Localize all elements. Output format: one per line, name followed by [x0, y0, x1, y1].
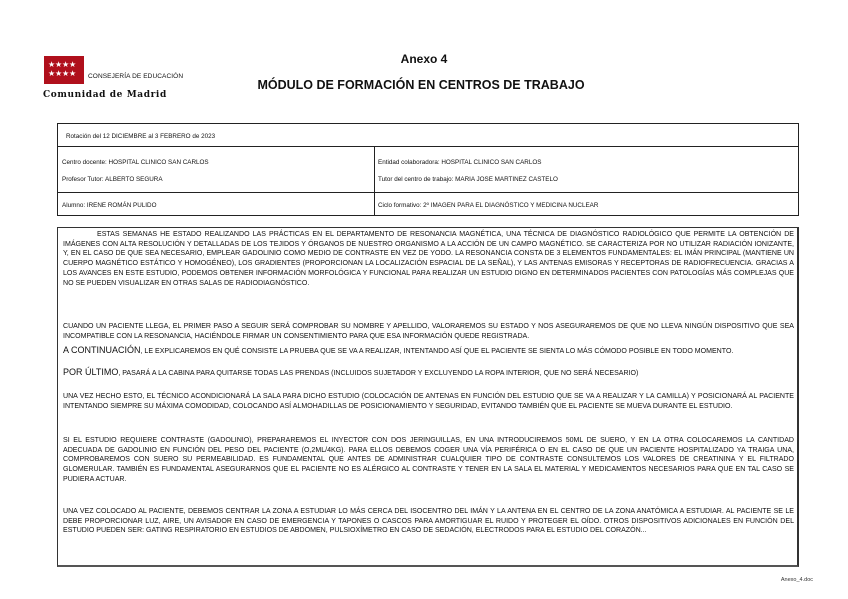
entidad-field: Entidad colaboradora: HOSPITAL CLINICO SAN CARLOS: [378, 159, 542, 166]
comunidad-label: Comunidad de Madrid: [43, 90, 167, 100]
tutor-centro-field: Tutor del centro de trabajo: MARIA JOSE MARTINEZ CASTELO: [378, 176, 558, 183]
anexo-title: Anexo 4: [400, 52, 448, 66]
footer-filename: Anexo_4.doc: [780, 577, 813, 583]
comunidad-de-madrid-flag-icon: ★ ★ ★ ★ ★ ★ ★ ★: [44, 56, 84, 84]
report-body: [57, 227, 799, 567]
profesor-tutor-field: Profesor Tutor: ALBERTO SEGURA: [62, 176, 163, 183]
ciclo-field: Ciclo formativo: 2º IMAGEN PARA EL DIAGNÓSTICO Y MEDICINA NUCLEAR: [378, 202, 599, 209]
paragraph-arrival: CUANDO UN PACIENTE LLEGA, EL PRIMER PASO A SEGUIR SERÁ COMPROBAR SU NOMBRE Y APELLIDO, VALORAREMOS SU ESTADO Y NOS ASEGURAREMOS DE QUE NO LLEVA NINGÚN DISPOSITIVO QUE SEA INCOMPATIBLE CON LA RESONANCIA, HACIÉNDOLE FIRMAR UN CONSENTIMIENTO PARA QUE ESA INFORMACIÓN QUEDE REGISTRADA.: [63, 323, 794, 340]
consejeria-label: CONSEJERÍA DE EDUCACIÓN: [88, 73, 184, 80]
paragraph-changing: [63, 368, 794, 379]
divider: [58, 192, 798, 193]
paragraph-centering: UNA VEZ COLOCADO AL PACIENTE, DEBEMOS CENTRAR LA ZONA A ESTUDIAR LO MÁS CERCA DEL ISOCENTRO DEL IMÁN Y LA ANTENA EN EL CENTRO DE LA ZONA ANATÓMICA A ESTUDIAR. AL PACIENTE SE LE DEBE PROPORCIONAR LUZ, AIRE, UN AVISADOR EN CASO DE EMERGENCIA Y TAPONES O CASCOS PARA AMORTIGUAR EL RUIDO Y PROTEGER EL OÍDO. OTROS DISPOSITIVOS ADICIONALES EN FUNCIÓN DEL ESTUDIO PUEDEN SER: GATING RESPIRATORIO EN ESTUDIOS DE ABDOMEN, PULSIOXÍMETRO EN CASO DE SEDACIÓN, ELECTRODOS PARA EL ESTUDIO DEL CORAZÓN...: [63, 508, 794, 535]
paragraph-intro: ESTAS SEMANAS HE ESTADO REALIZANDO LAS PRÁCTICAS EN EL DEPARTAMENTO DE RESONANCIA MAGNÉTICA, UNA TÉCNICA DE DIAGNÓSTICO RADIOLÓGICO QUE PERMITE LA OBTENCIÓN DE IMÁGENES CON ALTA RESOLUCIÓN Y DETALLADAS DE LOS TEJIDOS Y ÓRGANOS DE NUESTRO ORGANISMO A LA ACCIÓN DE UN CAMPO MAGNÉTICO. SE CARACTERIZA POR NO UTILIZAR RADIACIÓN IONIZANTE, Y, EN EL CASO DE QUE SEA NECESARIO, EMPLEAR GADOLINIO COMO MEDIO DE CONTRASTE EN VEZ DE YODO. LA RESONANCIA CONSTA DE 3 ELEMENTOS FUNDAMENTALES: EL IMÁN PRINCIPAL (MANTIENE UN CUERPO MAGNÉTICO ESTÁTICO Y HOMOGÉNEO), LOS GRADIENTES (PROPORCIONAN LA LOCALIZACIÓN ESPACIAL DE LA SEÑAL), Y LAS ANTENAS EMISORAS Y RECEPTORAS DE RADIOFRECUENCIA. GRACIAS A LOS AVANCES EN ESTE ESTUDIO, PODEMOS OBTENER INFORMACIÓN MORFOLÓGICA Y FUNCIONAL PARA REALIZAR UN ESTUDIO DIGNO EN DETERMINADOS PACIENTES CON PATOLOGÍAS MÁS COMPLEJAS QUE NO SE PUEDEN VISUALIZAR EN OTRAS SALAS DE RADIODIAGNÓSTICO.: [63, 231, 794, 287]
paragraph-lead: POR ÚLTIMO: [63, 367, 119, 377]
paragraph-lead: A CONTINUACIÓN: [63, 345, 141, 355]
paragraph-contrast: SI EL ESTUDIO REQUIERE CONTRASTE (GADOLINIO), PREPARAREMOS EL INYECTOR CON DOS JERINGUILLAS, EN UNA INTRODUCIREMOS 50ML DE SUERO, Y EN LA OTRA COLOCAREMOS LA CANTIDAD ADECUADA DE GADOLINIO EN FUNCIÓN DEL PESO DEL PACIENTE (O,2ML/4KG). PARA ELLOS DEBEMOS COGER UNA VÍA PERIFÉRICA O EN EL CASO DE QUE UN PACIENTE HOSPITALIZADO YA TRAIGA UNA, COMPROBAREMOS CON SUERO SU PERMEABILIDAD. ES FUNDAMENTAL QUE ANTES DE ADMINISTRAR CUALQUIER TIPO DE CONTRASTE CONSULTEMOS LOS VALORES DE CREATININA Y EL FILTRADO GLOMERULAR. TAMBIÉN ES FUNDAMENTAL ASEGURARNOS QUE EL PACIENTE NO ES ALÉRGICO AL CONTRASTE Y TENER EN LA SALA EL MATERIAL Y MEDICAMENTOS NECESARIOS PARA QUE EN TAL CASO SE PUDIERA ACTUAR.: [63, 437, 794, 483]
centro-docente-field: Centro docente: HOSPITAL CLINICO SAN CARLOS: [62, 159, 209, 166]
divider: [374, 146, 375, 216]
paragraph-explanation: [63, 346, 794, 357]
alumno-field: Alumno: IRENE ROMÁN PULIDO: [62, 202, 157, 209]
page-title: [0, 78, 848, 92]
paragraph-text: , LE EXPLICAREMOS EN QUÉ CONSISTE LA PRUEBA QUE SE VA A REALIZAR, INTENTANDO ASÍ QUE EL PACIENTE SE SIENTA LO MÁS CÓMODO POSIBLE EN TODO MOMENTO.: [140, 348, 734, 355]
paragraph-positioning: UNA VEZ HECHO ESTO, EL TÉCNICO ACONDICIONARÁ LA SALA PARA DICHO ESTUDIO (COLOCACIÓN DE ANTENAS EN FUNCIÓN DEL ESTUDIO QUE SE VA A REALIZAR Y LA CAMILLA) Y POSICIONARÁ AL PACIENTE INTENTANDO SIEMPRE SU MÁXIMA COMODIDAD, COLOCANDO ASÍ ALMOHADILLAS DE POSICIONAMIENTO Y SEGURIDAD, EVITANDO TAMBIÉN QUE EL PACIENTE SE MUEVA DURANTE EL ESTUDIO.: [63, 393, 794, 410]
info-table: [57, 123, 799, 216]
paragraph-text: , PASARÁ A LA CABINA PARA QUITARSE TODAS LAS PRENDAS (INCLUIDOS SUJETADOR Y EXCLUYENDO LA ROPA INTERIOR, QUE NO SERÁ NECESARIO): [118, 370, 639, 377]
divider: [58, 146, 798, 147]
modulo-title: MÓDULO DE FORMACIÓN EN CENTROS DE TRABAJO: [257, 78, 585, 92]
rotacion-field: Rotación del 12 DICIEMBRE al 3 FEBRERO de 2023: [66, 133, 216, 140]
